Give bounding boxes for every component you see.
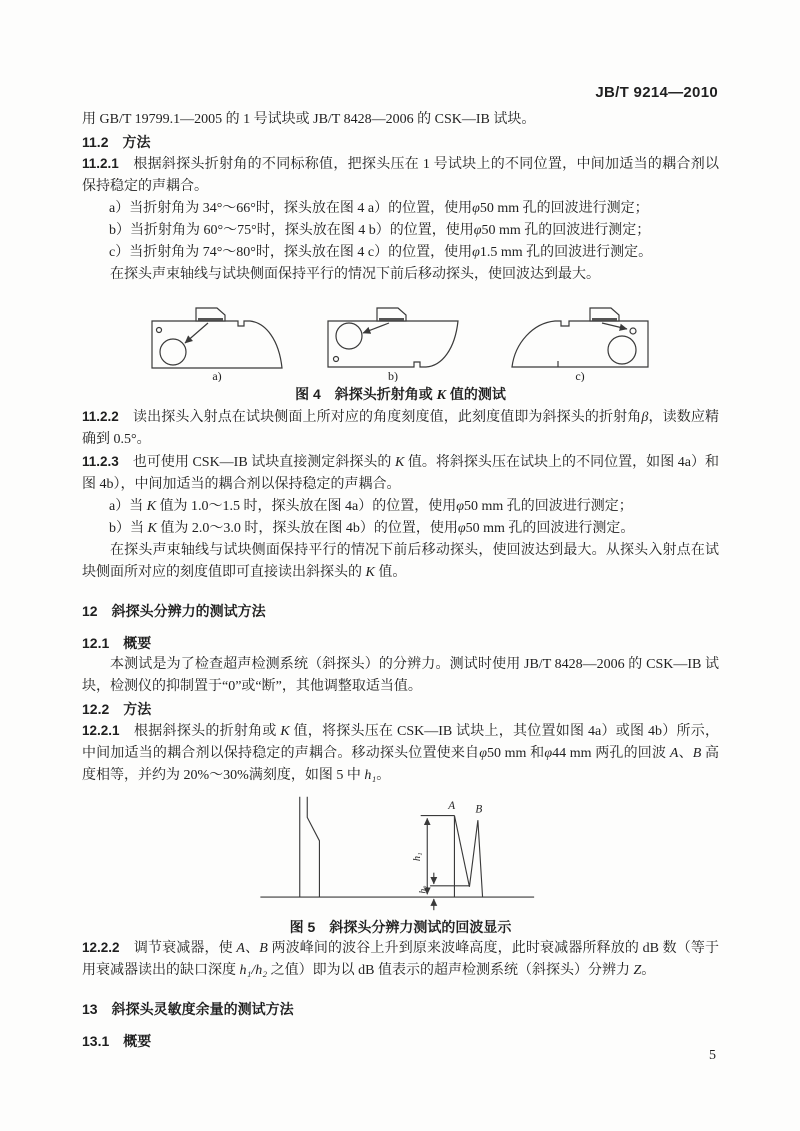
figure-4-caption: 图 4 斜探头折射角或 K 值的测试 (295, 386, 506, 403)
hole-50mm (336, 323, 362, 349)
hole-50mm (160, 339, 186, 365)
para-move-probe-2: 在探头声束轴线与试块侧面保持平行的情况下前后移动探头，使回波达到最大。从探头入射点在试块侧面所对应的刻度值即可直接读出斜探头的 K 值。 (82, 543, 719, 580)
para-move-probe-1: 在探头声束轴线与试块侧面保持平行的情况下前后移动探头，使回波达到最大。 (110, 267, 600, 282)
para-11-2-1: 11.2.1 根据斜探头折射角的不同标称值，把探头压在 1 号试块上的不同位置，中间加适当的耦合剂以保持稳定的声耦合。 (82, 156, 719, 194)
beam-arrow (185, 323, 208, 343)
figure-4 (82, 290, 719, 406)
figure4-block-a-diagram (146, 290, 296, 382)
beam-arrow (363, 323, 389, 333)
heading-13: 13 斜探头灵敏度余量的测试方法 (82, 1001, 294, 1017)
para-12-2-1: 12.2.1 根据斜探头的折射角或 K 值，将探头压在 CSK—IB 试块上，其位置如图 4a）或图 4b）所示，中间加适当的耦合剂以保持稳定的声耦合。移动探头位置使来自φ50 mm 和φ44 mm 两孔的回波 A、B 高度相等，并约为 20%～30%满刻度，如图 5 中 h₁。 (82, 723, 720, 783)
peak-a-label: A (447, 799, 455, 812)
list-refraction-angles (82, 198, 719, 264)
initial-pulse-right-edge (307, 797, 319, 897)
figure5-echo-diagram (251, 791, 551, 915)
echo-peaks-a-b (454, 816, 482, 898)
hole-50mm (608, 336, 636, 364)
figure-5-caption: 图 5 斜探头分辨力测试的回波显示 (289, 919, 512, 935)
page-number: 5 (709, 1048, 716, 1063)
figure-4-diagrams (82, 290, 719, 382)
figure4-block-c-diagram (498, 290, 656, 382)
page-content (82, 109, 719, 1052)
heading-12-1: 12.1 概要 (82, 635, 152, 651)
hole-small (333, 357, 338, 362)
test-block-outline (328, 321, 458, 367)
heading-11-2: 11.2 方法 (82, 134, 151, 150)
hole-small (156, 328, 161, 333)
figure4-label-c: c) (574, 369, 585, 382)
list-item-c: c）当折射角为 74°～80°时，探头放在图 4 c）的位置，使用φ1.5 mm 孔的回波进行测定。 (109, 245, 653, 260)
beam-arrow (602, 323, 627, 329)
figure4-block-b-diagram (322, 290, 472, 382)
list-k-values (82, 496, 719, 540)
h2-label: h₂ (417, 885, 428, 894)
standard-number: JB/T 9214—2010 (595, 84, 718, 101)
test-block-outline (152, 321, 282, 368)
para-11-2-2: 11.2.2 读出探头入射点在试块侧面上所对应的角度刻度值，此刻度值即为斜探头的折射角β，读数应精确到 0.5°。 (82, 409, 719, 447)
figure4-label-b: b) (387, 369, 398, 382)
figure-5 (82, 791, 719, 937)
heading-13-1: 13.1 概要 (82, 1033, 152, 1049)
list-item-b: b）当折射角为 60°～75°时，探头放在图 4 b）的位置，使用φ50 mm 孔的回波进行测定； (109, 223, 651, 238)
para-12-2-2: 12.2.2 调节衰减器，使 A、B 两波峰间的波谷上升到原来波峰高度，此时衰减器所释放的 dB 数（等于用衰减器读出的缺口深度 h₁/h₂ 之值）即为以 dB 值表示的超声检测系统（斜探头）分辨力 Z。 (82, 940, 720, 978)
heading-12-2: 12.2 方法 (82, 701, 152, 717)
peak-b-label: B (474, 803, 482, 816)
list-item-k-b: b）当 K 值为 2.0～3.0 时，探头放在图 4b）的位置，使用φ50 mm 孔的回波进行测定。 (109, 521, 635, 536)
list-item-k-a: a）当 K 值为 1.0～1.5 时，探头放在图 4a）的位置，使用φ50 mm 孔的回波进行测定； (109, 499, 633, 514)
probe-contact-hatch (592, 318, 617, 321)
para-12-1: 本测试是为了检查超声检测系统（斜探头）的分辨力。测试时使用 JB/T 8428—2006 的 CSK—IB 试块，检测仪的抑制置于“0”或“断”，其他调整取适当值。 (82, 657, 719, 694)
para-11-2-3: 11.2.3 也可使用 CSK—IB 试块直接测定斜探头的 K 值。将斜探头压在试块上的不同位置，如图 4a）和图 4b），中间加适当的耦合剂以保持稳定的声耦合。 (82, 454, 720, 492)
figure4-label-a: a) (211, 369, 222, 382)
list-item-a: a）当折射角为 34°～66°时，探头放在图 4 a）的位置，使用φ50 mm 孔的回波进行测定； (109, 201, 649, 216)
hole-small (630, 328, 636, 334)
test-block-outline (512, 321, 648, 367)
heading-12: 12 斜探头分辨力的测试方法 (82, 603, 266, 619)
h1-label: h₁ (411, 852, 423, 862)
probe-contact-hatch (198, 318, 223, 321)
para-intro: 用 GB/T 19799.1—2005 的 1 号试块或 JB/T 8428—2006 的 CSK—IB 试块。 (82, 112, 536, 127)
probe-contact-hatch (379, 318, 404, 321)
